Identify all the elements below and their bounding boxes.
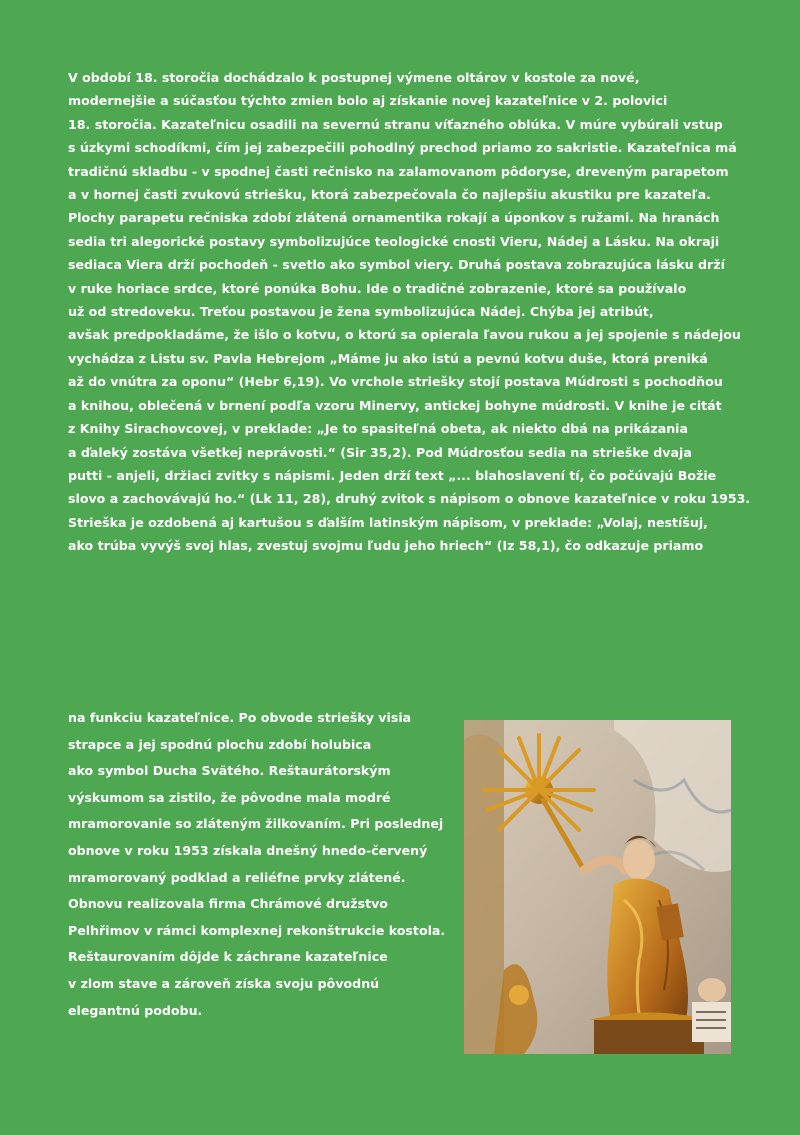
text-line: elegantnú podobu. [68, 1002, 203, 1018]
text-line: Reštaurovaním dôjde k záchrane kazateľnice [68, 949, 388, 965]
text-line: mramorovaný podklad a reliéfne prvky zlátené. [68, 869, 406, 885]
text-line: V období 18. storočia dochádzalo k postupnej výmene oltárov v kostole za nové, [68, 70, 640, 85]
text-line: Plochy parapetu rečniska zdobí zlátená ornamentika rokají a úponkov s ružami. Na hranách [68, 210, 720, 226]
text-line: a v hornej časti zvukovú striešku, ktorá zabezpečovala čo najlepšiu akustiku pre kazateľa. [68, 187, 711, 203]
wrapped-paragraph [68, 705, 468, 1024]
text-line: tradičnú skladbu - v spodnej časti rečnisko na zalamovanom pôdoryse, dreveným parapetom [68, 163, 729, 179]
text-line: už od stredoveku. Treťou postavou je žena symbolizujúca Nádej. Chýba jej atribút, [68, 304, 654, 320]
main-paragraph [68, 66, 751, 558]
text-line: modernejšie a súčasťou týchto zmien bolo aj získanie novej kazateľnice v 2. polovici [68, 93, 668, 109]
text-line: až do vnútra za oponu“ (Hebr 6,19). Vo vrchole striešky stojí postava Múdrosti s pochodňou [68, 374, 723, 390]
text-line: v ruke horiace srdce, ktoré ponúka Bohu. Ide o tradičné zobrazenie, ktoré sa používalo [68, 280, 687, 296]
text-line: Pelhřimov v rámci komplexnej rekonštrukcie kostola. [68, 922, 446, 938]
text-line: ako trúba vyvýš svoj hlas, zvestuj svojmu ľudu jeho hriech“ (Iz 58,1), čo odkazuje priamo [68, 538, 704, 554]
text-line: sediaca Viera drží pochodeň - svetlo ako symbol viery. Druhá postava zobrazujúca lásku drží [68, 257, 725, 273]
text-line: v zlom stave a zároveň získa svoju pôvodnú [68, 975, 380, 991]
text-line: mramorovanie so zláteným žilkovaním. Pri poslednej [68, 816, 444, 832]
text-line: slovo a zachovávajú ho.“ (Lk 11, 28), druhý zvitok s nápisom o obnove kazateľnice v roku 1953. [68, 491, 751, 507]
text-line: a ďaleký zostáva všetkej neprávosti.“ (Sir 35,2). Pod Múdrosťou sedia na strieške dvaja [68, 444, 692, 460]
text-line: avšak predpokladáme, že išlo o kotvu, o ktorú sa opierala ľavou rukou a jej spojenie s nádejou [68, 327, 741, 343]
text-line: Obnovu realizovala firma Chrámové družstvo [68, 896, 388, 912]
text-line: s úzkymi schodíkmi, čím jej zabezpečili pohodlný prechod priamo zo sakristie. Kazateľnica má [68, 140, 737, 156]
statue-photo [464, 720, 731, 1054]
text-line: 18. storočia. Kazateľnicu osadili na severnú stranu víťazného oblúka. V múre vybúrali vstup [68, 116, 723, 132]
text-line: putti - anjeli, držiaci zvitky s nápismi. Jeden drží text „... blahoslavení tí, čo počúvajú Božie [68, 467, 717, 483]
text-line: a knihou, oblečená v brnení podľa vzoru Minervy, antickej bohyne múdrosti. V knihe je citát [68, 397, 722, 413]
statue-illustration [464, 720, 731, 1054]
text-line: vychádza z Listu sv. Pavla Hebrejom „Máme ju ako istú a pevnú kotvu duše, ktorá preniká [68, 350, 708, 366]
text-line: výskumom sa zistilo, že pôvodne mala modré [68, 789, 391, 805]
text-line: Strieška je ozdobená aj kartušou s ďalším latinským nápisom, v preklade: „Volaj, nestíšuj, [68, 514, 708, 530]
text-line: z Knihy Sirachovcovej, v preklade: „Je to spasiteľná obeta, ak niekto dbá na prikázania [68, 421, 688, 437]
text-line: strapce a jej spodnú plochu zdobí holubica [68, 736, 372, 752]
text-line: sedia tri alegorické postavy symbolizujúce teologické cnosti Vieru, Nádej a Lásku. Na okraji [68, 233, 720, 249]
text-line: na funkciu kazateľnice. Po obvode striešky visia [68, 710, 412, 725]
text-line: obnove v roku 1953 získala dnešný hnedo-červený [68, 842, 428, 858]
text-line: ako symbol Ducha Svätého. Reštaurátorským [68, 763, 391, 779]
